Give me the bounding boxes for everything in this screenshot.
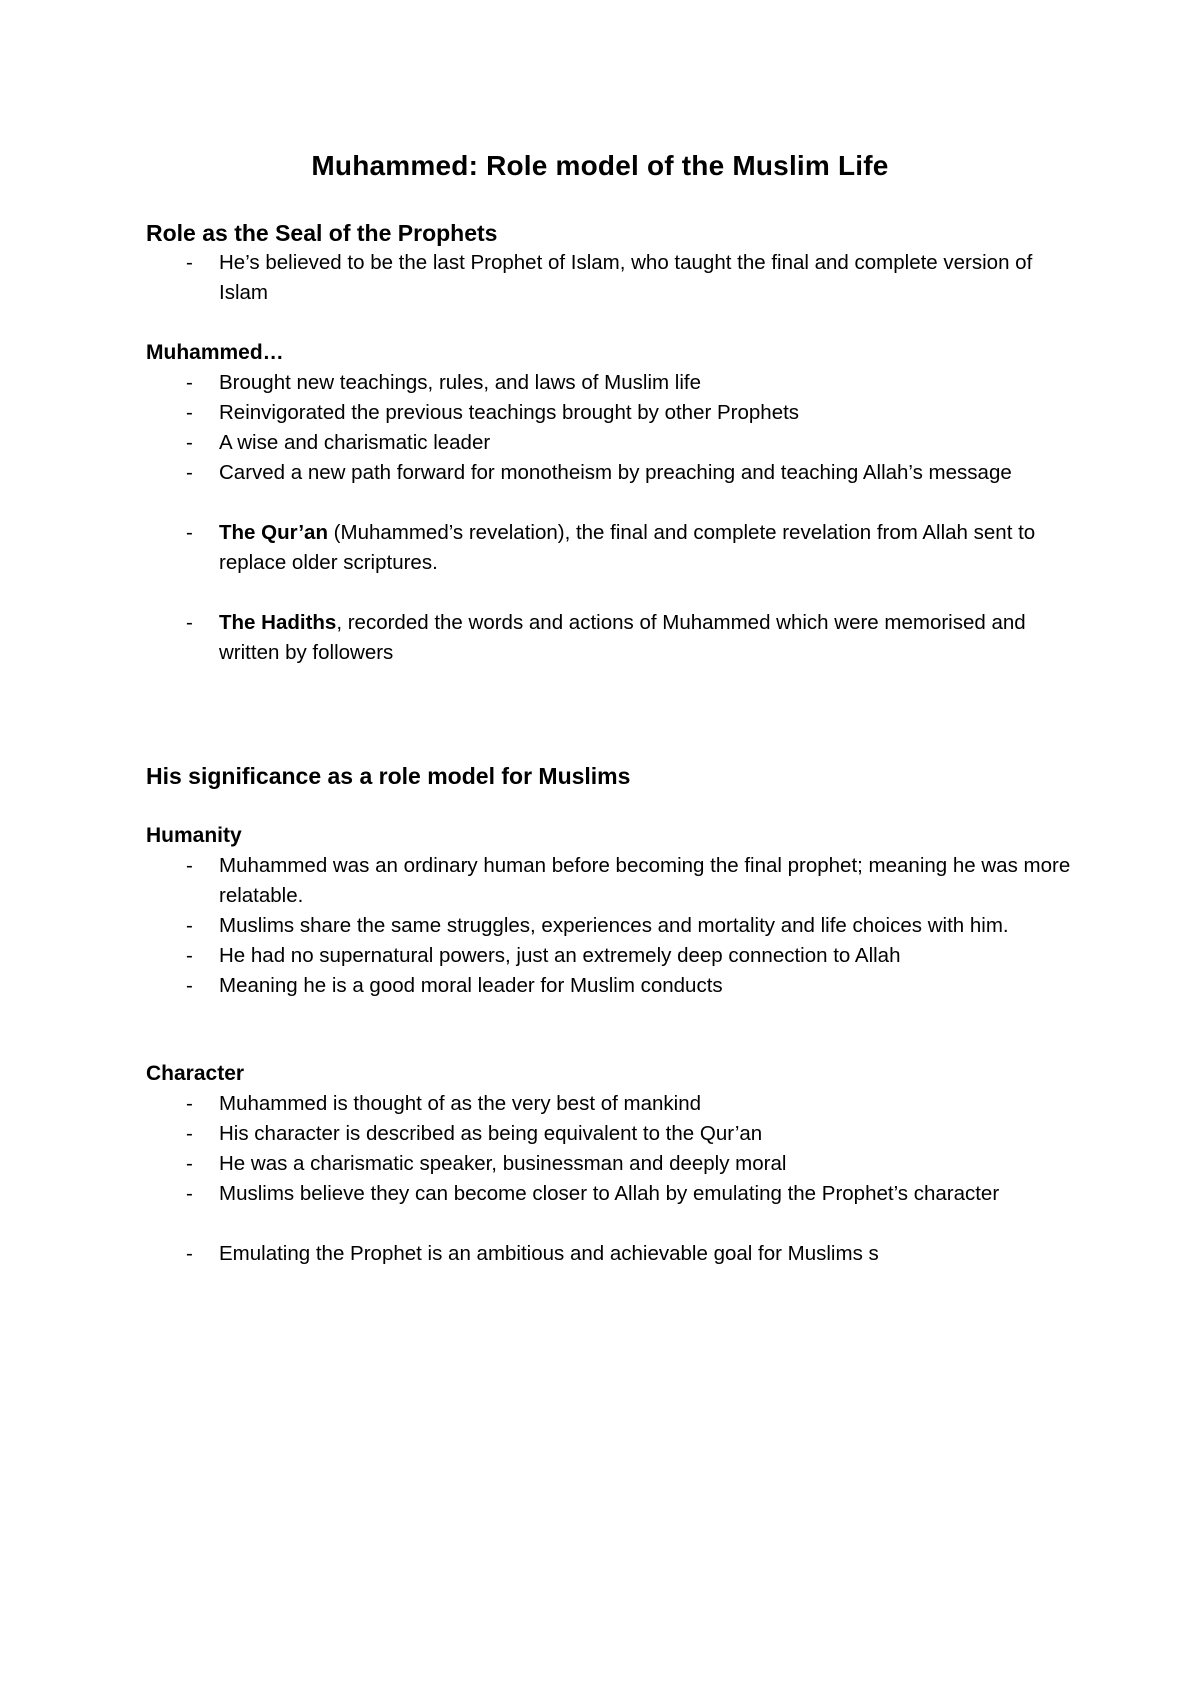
list-item: [146, 1179, 1086, 1209]
list-item-text: Meaning he is a good moral leader for Muslim conducts: [219, 974, 723, 997]
list-item-quran: [146, 518, 1086, 578]
list-item-text: He’s believed to be the last Prophet of Islam, who taught the final and complete version of Islam: [219, 251, 1033, 304]
list-item-text: Carved a new path forward for monotheism by preaching and teaching Allah’s message: [219, 461, 1012, 484]
dash-bullet: -: [186, 1152, 193, 1175]
list-item: [146, 1119, 1086, 1149]
list-item-text: Muslims share the same struggles, experiences and mortality and life choices with him.: [219, 914, 1009, 937]
section-heading-muhammed: Muhammed…: [146, 341, 284, 364]
dash-bullet: -: [186, 854, 193, 877]
dash-bullet: -: [186, 1092, 193, 1115]
section-heading-significance: His significance as a role model for Muslims: [146, 763, 631, 789]
list-item: [146, 911, 1086, 941]
dash-bullet: -: [186, 1242, 193, 1265]
list-item: [146, 398, 1086, 428]
dash-bullet: -: [186, 914, 193, 937]
dash-bullet: -: [186, 974, 193, 997]
hadiths-description: , recorded the words and actions of Muhammed which were memorised and written by followers: [219, 611, 1026, 664]
list-item-text: He was a charismatic speaker, businessman and deeply moral: [219, 1152, 787, 1175]
section-heading-character: Character: [146, 1062, 245, 1085]
term-hadiths: The Hadiths: [219, 611, 337, 634]
section-muhammed: [146, 338, 1086, 668]
dash-bullet: -: [186, 611, 193, 634]
list-item: [146, 851, 1086, 911]
muhammed-list: [146, 368, 1086, 668]
list-item: [146, 941, 1086, 971]
section-seal-of-prophets: [146, 218, 1086, 308]
list-item: [146, 458, 1086, 488]
list-item-text: Muhammed was an ordinary human before becoming the final prophet; meaning he was more relatable.: [219, 854, 1071, 907]
dash-bullet: -: [186, 1122, 193, 1145]
list-item-text: His character is described as being equivalent to the Qur’an: [219, 1122, 763, 1145]
dash-bullet: -: [186, 431, 193, 454]
dash-bullet: -: [186, 251, 193, 274]
dash-bullet: -: [186, 944, 193, 967]
dash-bullet: -: [186, 521, 193, 544]
list-item: [146, 248, 1086, 308]
document-title: Muhammed: Role model of the Muslim Life: [311, 150, 889, 181]
list-item: [146, 428, 1086, 458]
list-item: [146, 1239, 1086, 1269]
list-item-hadiths: [146, 608, 1086, 668]
dash-bullet: -: [186, 371, 193, 394]
list-item-text: Emulating the Prophet is an ambitious and achievable goal for Muslims s: [219, 1242, 879, 1265]
list-item-text: A wise and charismatic leader: [219, 431, 491, 454]
section-heading-seal: Role as the Seal of the Prophets: [146, 220, 498, 246]
section-character: [146, 1059, 1086, 1269]
list-item: [146, 1149, 1086, 1179]
list-item-text: Reinvigorated the previous teachings brought by other Prophets: [219, 401, 800, 424]
list-item-text: He had no supernatural powers, just an extremely deep connection to Allah: [219, 944, 901, 967]
section-humanity: [146, 821, 1086, 1001]
term-quran: The Qur’an: [219, 521, 328, 544]
list-item-text: Muslims believe they can become closer to Allah by emulating the Prophet’s character: [219, 1182, 1000, 1205]
character-list: [146, 1089, 1086, 1269]
seal-list: [146, 248, 1086, 308]
list-item: [146, 1089, 1086, 1119]
list-item: [146, 368, 1086, 398]
section-heading-humanity: Humanity: [146, 824, 242, 847]
list-item-text: Muhammed is thought of as the very best of mankind: [219, 1092, 702, 1115]
humanity-list: [146, 851, 1086, 1001]
quran-description: (Muhammed’s revelation), the final and complete revelation from Allah sent to replace older scriptures.: [219, 521, 1036, 574]
list-item-text: Brought new teachings, rules, and laws of Muslim life: [219, 371, 701, 394]
dash-bullet: -: [186, 1182, 193, 1205]
dash-bullet: -: [186, 461, 193, 484]
dash-bullet: -: [186, 401, 193, 424]
section-significance: [146, 761, 1086, 791]
list-item: [146, 971, 1086, 1001]
